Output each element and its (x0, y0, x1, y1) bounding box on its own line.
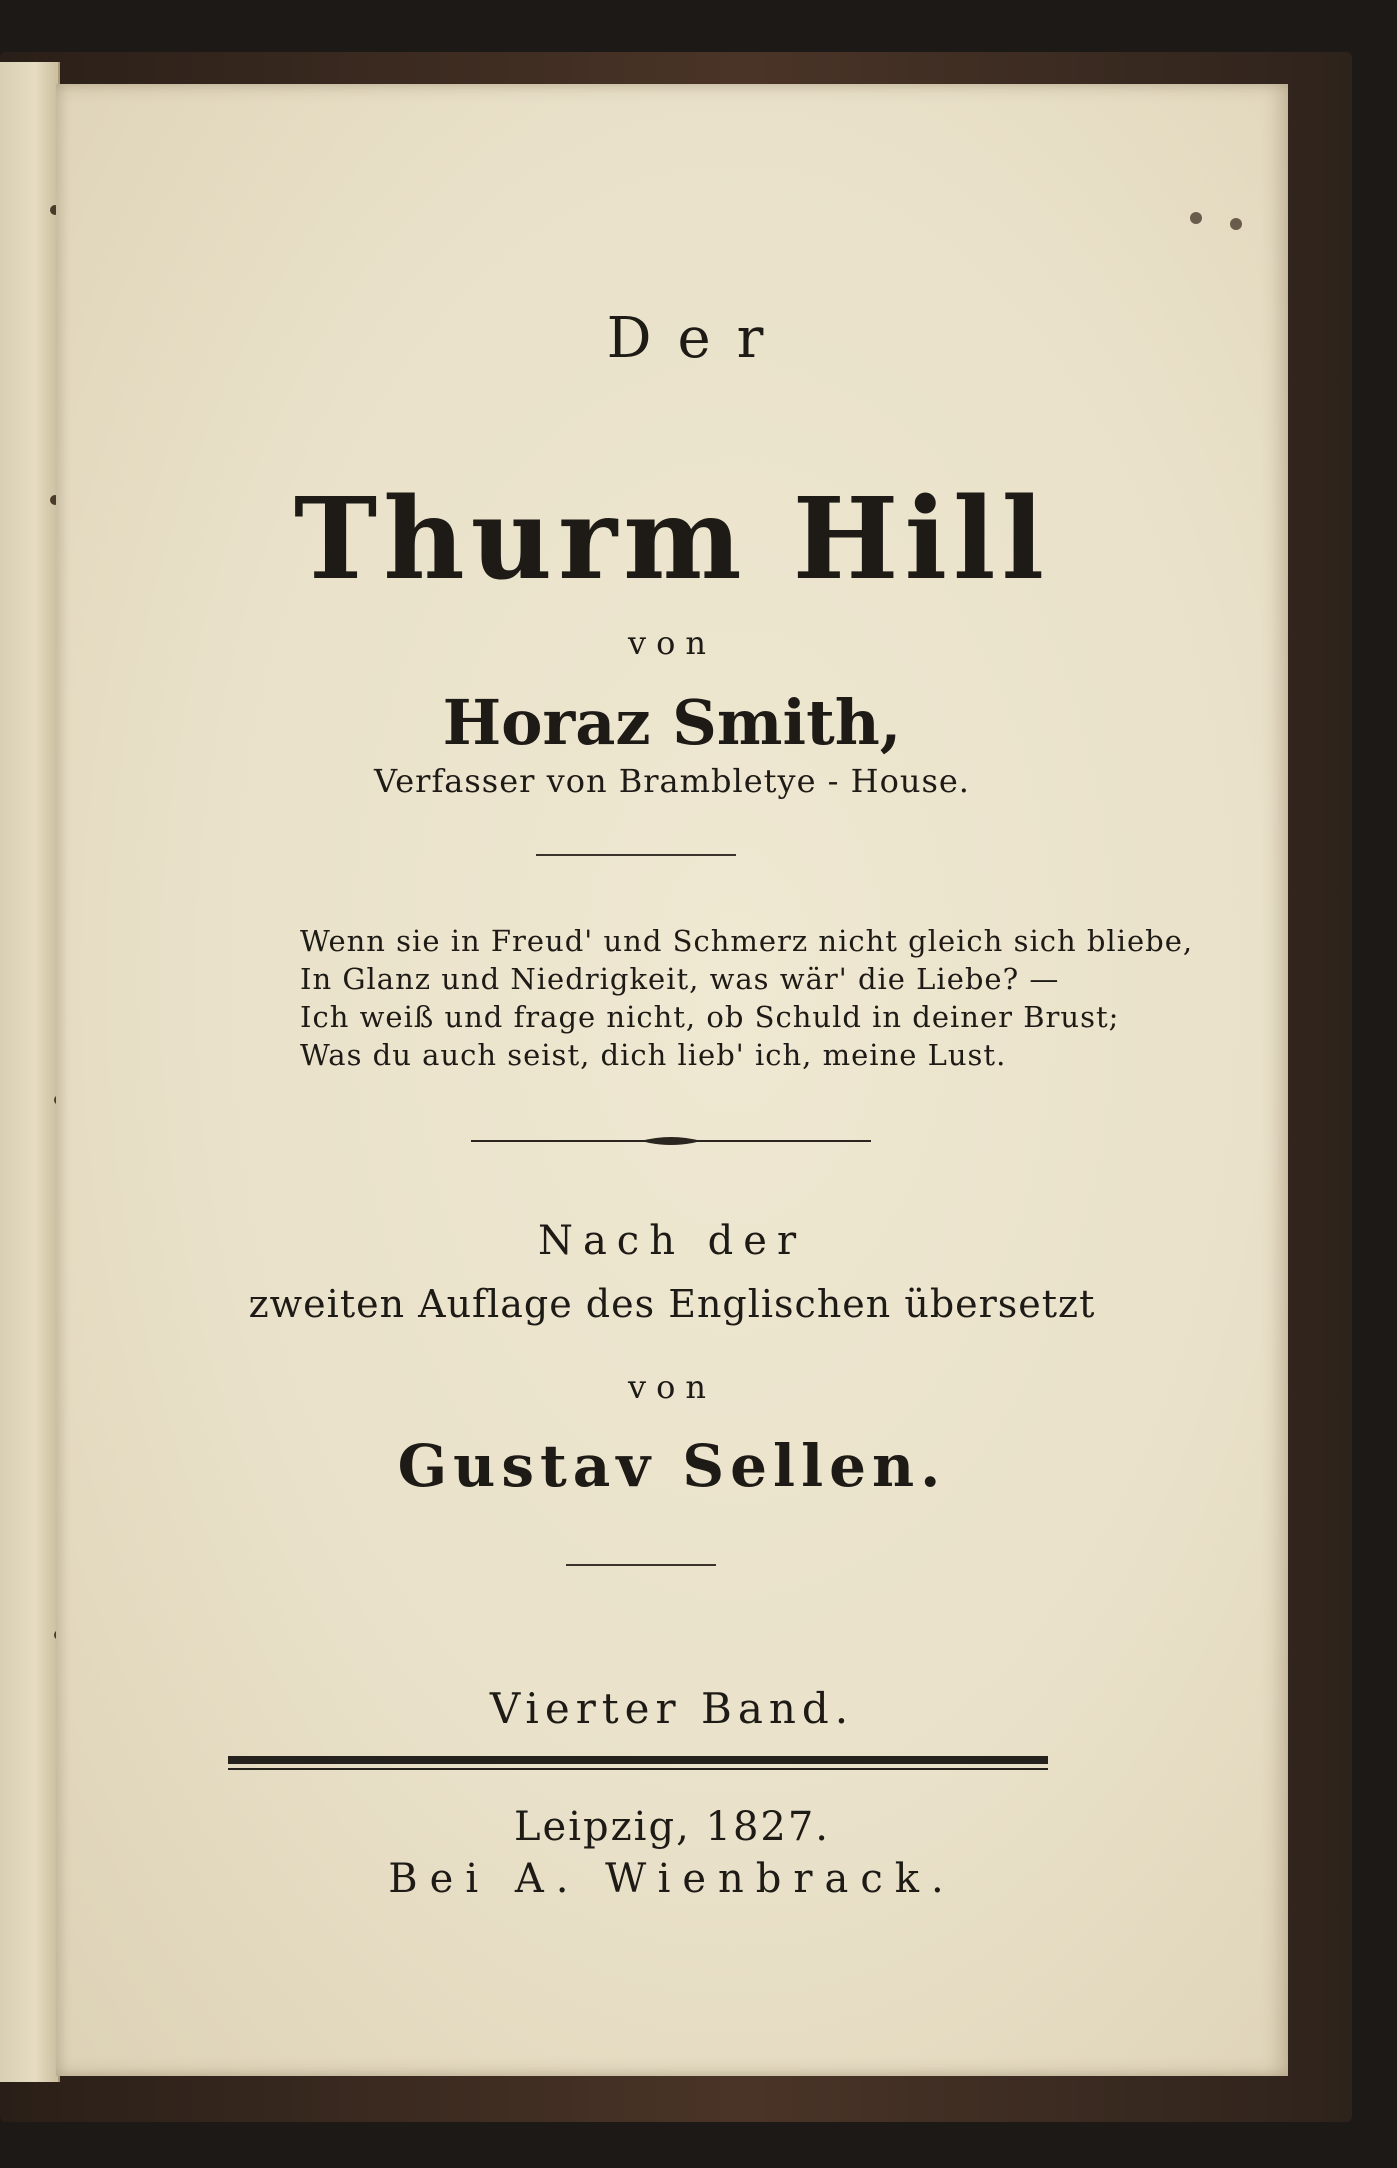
translation-prefix: Nach der (537, 1218, 807, 1264)
verse-line: Ich weiß und frage nicht, ob Schuld in deiner Brust; (300, 1000, 1120, 1034)
author-note: Verfasser von Brambletye - House. (374, 762, 970, 800)
title-page (56, 84, 1288, 2076)
divider-rule (566, 1564, 716, 1566)
by-line: von (628, 624, 716, 662)
ornament-rule (471, 1134, 871, 1148)
translation-note: zweiten Auflage des Englischen übersetzt (248, 1282, 1096, 1326)
imprint-place-year: Leipzig, 1827. (513, 1804, 831, 1850)
imprint-publisher: Bei A. Wienbrack. (388, 1856, 956, 1902)
verse-line: Was du auch seist, dich lieb' ich, meine Lust. (300, 1038, 1007, 1072)
book-title: Thurm Hill (293, 474, 1051, 605)
divider-rule (536, 854, 736, 856)
page-spot (1230, 218, 1242, 230)
left-page-edge (0, 62, 60, 2082)
double-rule (228, 1756, 1048, 1770)
page-spot (1190, 212, 1202, 224)
epigraph-verse (300, 922, 1194, 1074)
title-article: Der (606, 306, 790, 371)
verse-line: In Glanz und Niedrigkeit, was wär' die Liebe? — (300, 962, 1060, 996)
by-line-translator: von (628, 1368, 716, 1406)
volume-label: Vierter Band. (489, 1684, 855, 1733)
verse-line: Wenn sie in Freud' und Schmerz nicht gleich sich bliebe, (300, 924, 1194, 958)
translator-name: Gustav Sellen. (397, 1432, 947, 1500)
author-name: Horaz Smith, (442, 686, 902, 759)
